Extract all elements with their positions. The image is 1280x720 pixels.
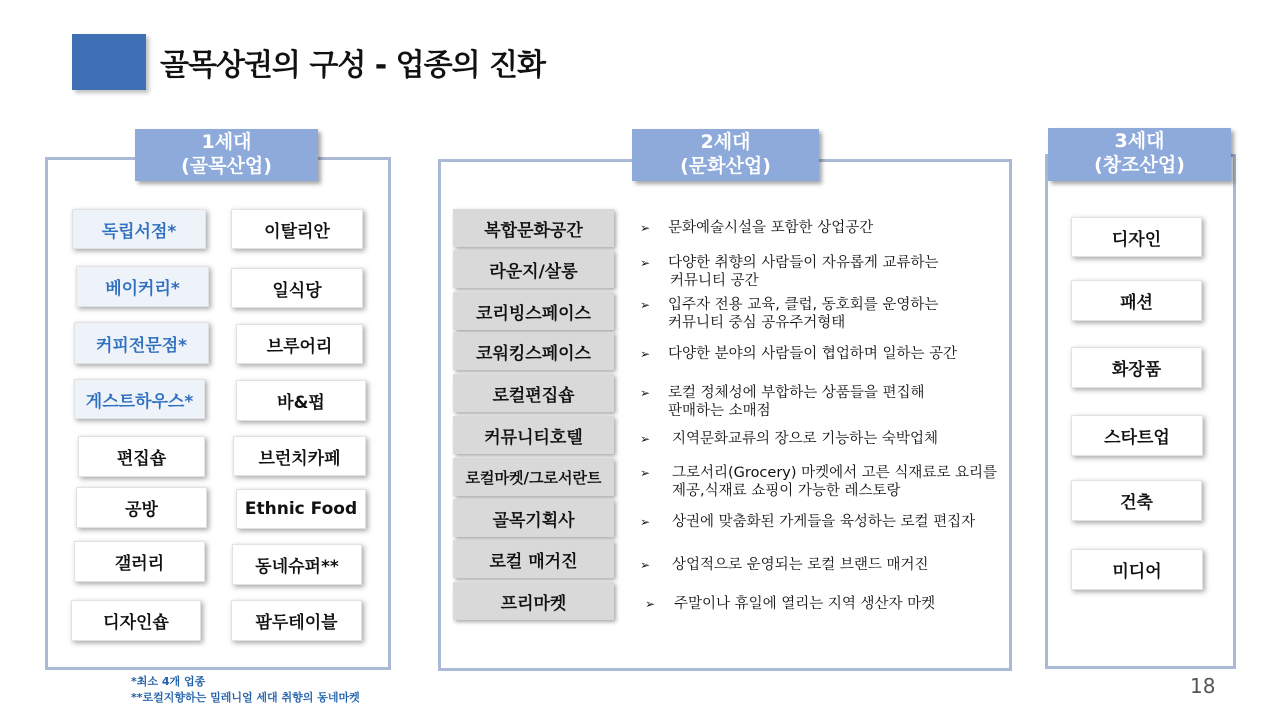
gen2-desc-line: 주말이나 휴일에 열리는 지역 생산자 마켓 <box>674 596 936 612</box>
page-number: 18 <box>1190 674 1216 698</box>
gen1-left-item: 독립서점* <box>72 209 206 249</box>
gen2-item-desc <box>640 464 1020 500</box>
gen1-left-item: 디자인숍 <box>71 600 201 641</box>
gen1-left-item: 게스트하우스* <box>74 379 205 419</box>
gen1-right-item: 바&펍 <box>236 380 366 421</box>
arrow-bullet-icon: ➢ <box>640 466 651 480</box>
gen2-item-desc <box>640 384 1020 420</box>
arrow-bullet-icon: ➢ <box>640 558 651 572</box>
gen3-header-line1: 3세대 <box>1114 130 1165 152</box>
gen2-item-desc <box>640 595 1020 613</box>
gen2-item-desc <box>640 296 1020 332</box>
gen1-right-item: 일식당 <box>231 268 363 308</box>
gen2-desc-line: 상업적으로 운영되는 로컬 브랜드 매거진 <box>672 557 929 573</box>
gen3-item: 디자인 <box>1071 217 1202 257</box>
arrow-bullet-icon: ➢ <box>640 347 651 361</box>
gen2-desc-line: 커뮤니티 공간 <box>670 273 759 289</box>
arrow-bullet-icon: ➢ <box>645 597 656 611</box>
gen1-left-item: 베이커리* <box>76 266 209 307</box>
gen2-desc-line: 다양한 분야의 사람들이 협업하며 일하는 공간 <box>668 346 958 362</box>
gen2-item-label: 로컬 매거진 <box>453 540 614 578</box>
footnote: **로컬지향하는 밀레니얼 세대 취향의 동네마켓 <box>131 691 360 704</box>
gen2-desc-line: 입주자 전용 교육, 클럽, 동호회를 운영하는 <box>668 297 939 313</box>
footnote: *최소 4개 업종 <box>131 675 206 688</box>
gen1-left-item: 커피전문점* <box>74 322 209 364</box>
gen3-header <box>1048 128 1231 181</box>
gen2-desc-line: 판매하는 소매점 <box>668 403 771 419</box>
gen2-desc-line: 지역문화교류의 장으로 기능하는 숙박업체 <box>672 431 938 447</box>
gen2-item-desc <box>640 430 1020 448</box>
gen3-item: 건축 <box>1071 480 1202 521</box>
gen2-desc-line: 다양한 취향의 사람들이 자유롭게 교류하는 <box>668 255 939 271</box>
title-accent-block <box>72 34 146 90</box>
gen2-item-desc <box>640 513 1020 531</box>
gen3-item: 미디어 <box>1071 549 1203 590</box>
gen2-item-desc <box>640 556 1020 574</box>
gen2-item-desc <box>640 254 1020 290</box>
gen2-item-label: 로컬마켓/그로서란트 <box>453 458 614 496</box>
gen2-item-label: 라운지/살롱 <box>453 250 614 288</box>
gen2-item-label: 코리빙스페이스 <box>453 292 614 330</box>
gen2-item-label: 커뮤니티호텔 <box>453 416 614 454</box>
arrow-bullet-icon: ➢ <box>640 256 651 270</box>
gen2-item-label: 코워킹스페이스 <box>453 332 614 370</box>
gen2-item-label: 프리마켓 <box>453 582 614 620</box>
gen2-item-label: 로컬편집숍 <box>453 374 614 412</box>
gen3-item: 화장품 <box>1071 347 1202 388</box>
gen2-item-label: 복합문화공간 <box>453 209 614 247</box>
gen1-header <box>135 129 318 181</box>
gen1-left-item: 편집숍 <box>78 436 205 477</box>
gen3-item: 패션 <box>1071 280 1202 321</box>
gen2-item-desc <box>640 345 1020 363</box>
gen1-right-item: 브루어리 <box>236 324 363 364</box>
gen1-right-item: 이탈리안 <box>231 209 363 249</box>
arrow-bullet-icon: ➢ <box>640 515 651 529</box>
gen1-header-line2: (골목산업) <box>181 155 272 177</box>
gen2-header <box>632 129 819 181</box>
gen1-left-item: 갤러리 <box>74 541 205 582</box>
gen2-desc-line: 로컬 정체성에 부합하는 상품들을 편집해 <box>668 385 925 401</box>
gen2-desc-line: 상권에 맞춤화된 가게들을 육성하는 로컬 편집자 <box>672 514 976 530</box>
gen2-item-label: 골목기획사 <box>453 499 614 537</box>
gen1-right-item: 팜두테이블 <box>231 600 362 641</box>
page-title: 골목상권의 구성 - 업종의 진화 <box>160 48 545 83</box>
gen1-left-item: 공방 <box>76 487 207 528</box>
gen2-item-desc <box>640 219 1020 237</box>
arrow-bullet-icon: ➢ <box>640 386 651 400</box>
gen1-right-item: Ethnic Food <box>236 489 366 529</box>
gen2-desc-line: 커뮤니티 중심 공유주거형태 <box>668 315 846 331</box>
gen1-header-line1: 1세대 <box>201 131 252 153</box>
gen1-right-item: 브런치카페 <box>233 436 366 476</box>
gen2-desc-line: 그로서리(Grocery) 마켓에서 고른 식재료로 요리를 <box>672 465 998 481</box>
gen2-desc-line: 제공,식재료 쇼핑이 가능한 레스토랑 <box>672 483 901 499</box>
gen2-header-line1: 2세대 <box>700 131 751 153</box>
gen2-desc-line: 문화예술시설을 포함한 상업공간 <box>668 220 874 236</box>
gen3-header-line2: (창조산업) <box>1094 154 1185 176</box>
gen1-right-item: 동네슈퍼** <box>232 544 362 585</box>
arrow-bullet-icon: ➢ <box>640 432 651 446</box>
arrow-bullet-icon: ➢ <box>640 298 651 312</box>
arrow-bullet-icon: ➢ <box>640 221 651 235</box>
gen2-header-line2: (문화산업) <box>680 155 771 177</box>
gen3-item: 스타트업 <box>1071 415 1203 456</box>
